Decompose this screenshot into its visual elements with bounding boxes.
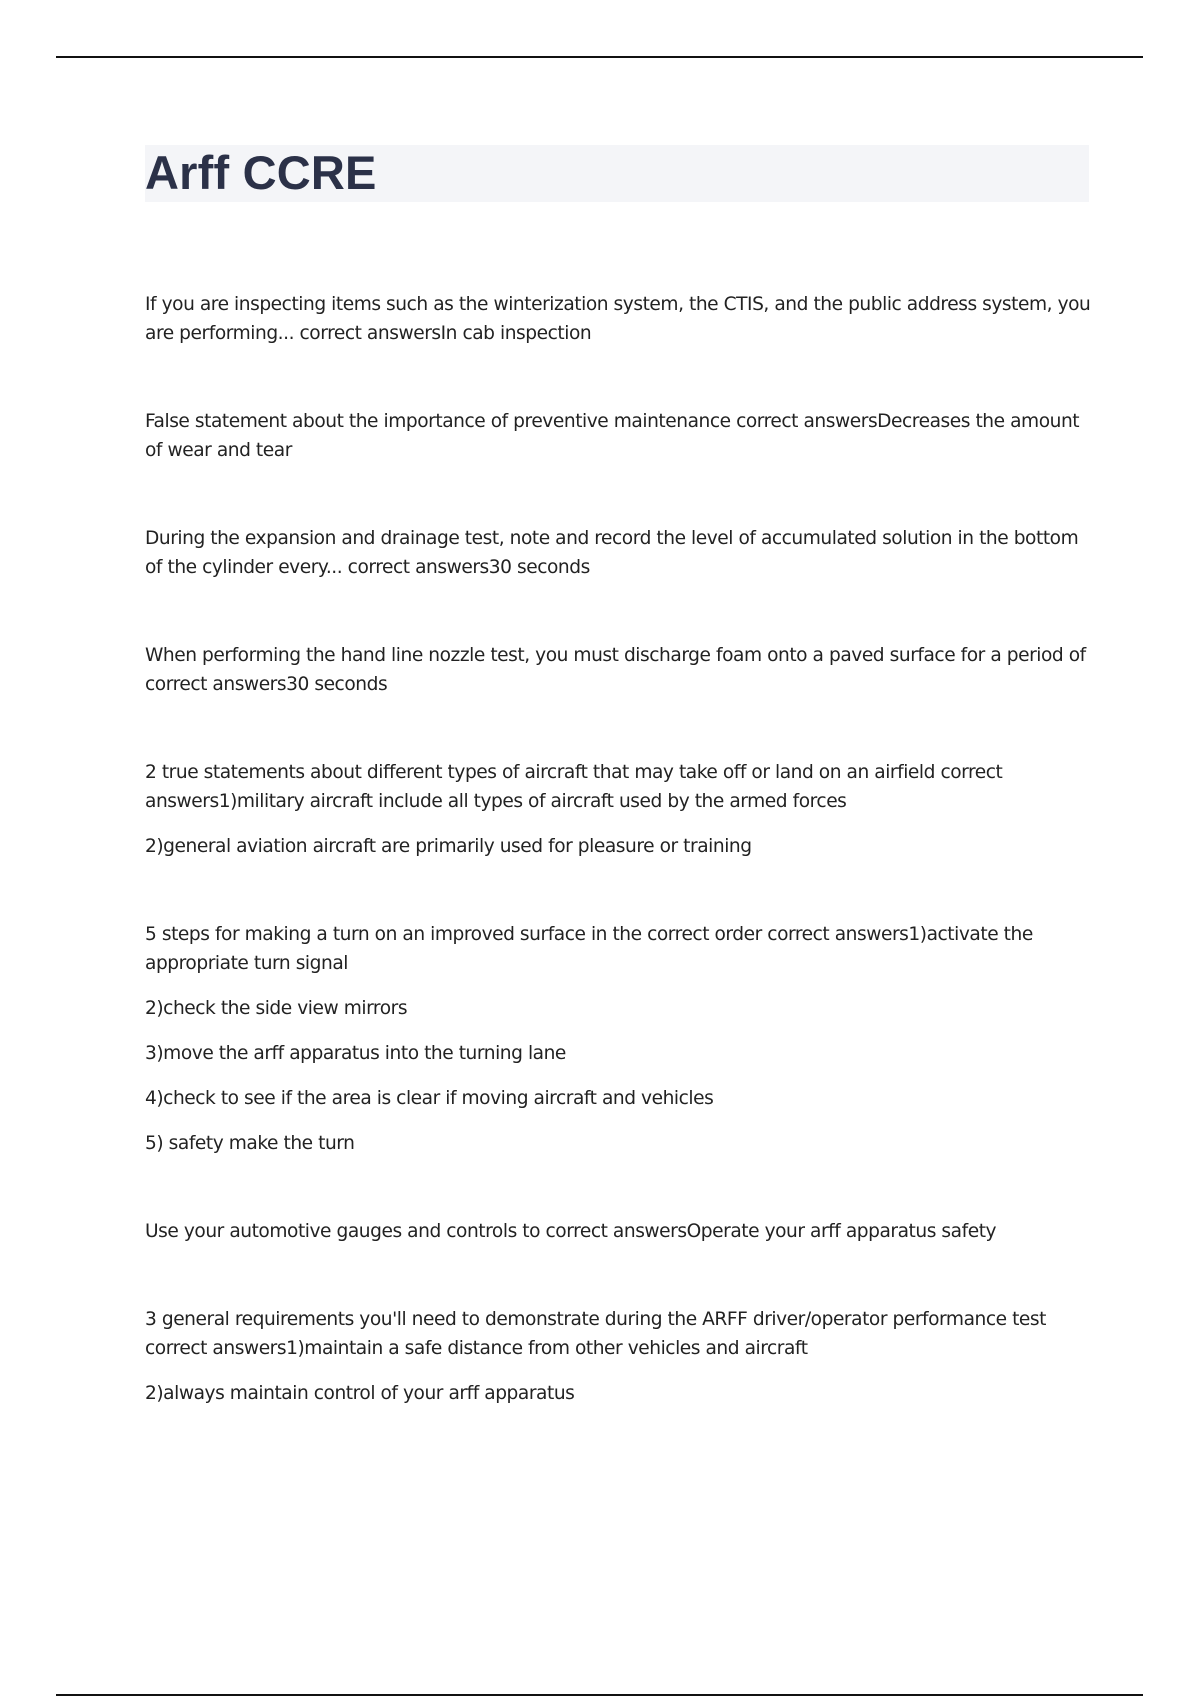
qa-question-answer: 2 true statements about different types of aircraft that may take off or land on an airfield correct answers1)military aircraft include all types of aircraft used by the armed forces (145, 762, 1003, 812)
page-bottom-rule (56, 1694, 1143, 1696)
document-title: Arff CCRE (145, 146, 377, 199)
qa-question-answer: 3 general requirements you'll need to demonstrate during the ARFF driver/operator performance test correct answers1)maintain a safe distance from other vehicles and aircraft (145, 1309, 1046, 1359)
qa-question-answer: Use your automotive gauges and controls to correct answersOperate your arff apparatus safety (145, 1221, 997, 1242)
qa-answer-continuation: 3)move the arff apparatus into the turning lane (145, 1043, 566, 1064)
qa-item (145, 407, 1093, 465)
qa-item (145, 1217, 1093, 1246)
qa-question-answer: During the expansion and drainage test, note and record the level of accumulated solution in the bottom of the cylinder every... correct answers30 seconds (145, 528, 1079, 578)
qa-answer-continuation: 4)check to see if the area is clear if moving aircraft and vehicles (145, 1088, 714, 1109)
qa-answer-continuation: 2)always maintain control of your arff apparatus (145, 1383, 575, 1404)
qa-item (145, 524, 1093, 582)
qa-question-answer: If you are inspecting items such as the winterization system, the CTIS, and the public address system, you are performing... correct answersIn cab inspection (145, 294, 1091, 344)
qa-item (145, 920, 1093, 1158)
qa-question-answer: False statement about the importance of preventive maintenance correct answersDecreases the amount of wear and tear (145, 411, 1080, 461)
page-top-rule (56, 56, 1143, 58)
qa-item (145, 1305, 1093, 1408)
qa-item (145, 290, 1093, 348)
qa-answer-continuation: 2)check the side view mirrors (145, 998, 408, 1019)
qa-answer-continuation: 2)general aviation aircraft are primarily used for pleasure or training (145, 836, 752, 857)
qa-answer-continuation: 5) safety make the turn (145, 1133, 355, 1154)
document-body (145, 290, 1093, 1408)
qa-question-answer: When performing the hand line nozzle test, you must discharge foam onto a paved surface for a period of correct answers30 seconds (145, 645, 1086, 695)
qa-item (145, 641, 1093, 699)
qa-item (145, 758, 1093, 861)
qa-question-answer: 5 steps for making a turn on an improved surface in the correct order correct answers1)activate the appropriate turn signal (145, 924, 1033, 974)
